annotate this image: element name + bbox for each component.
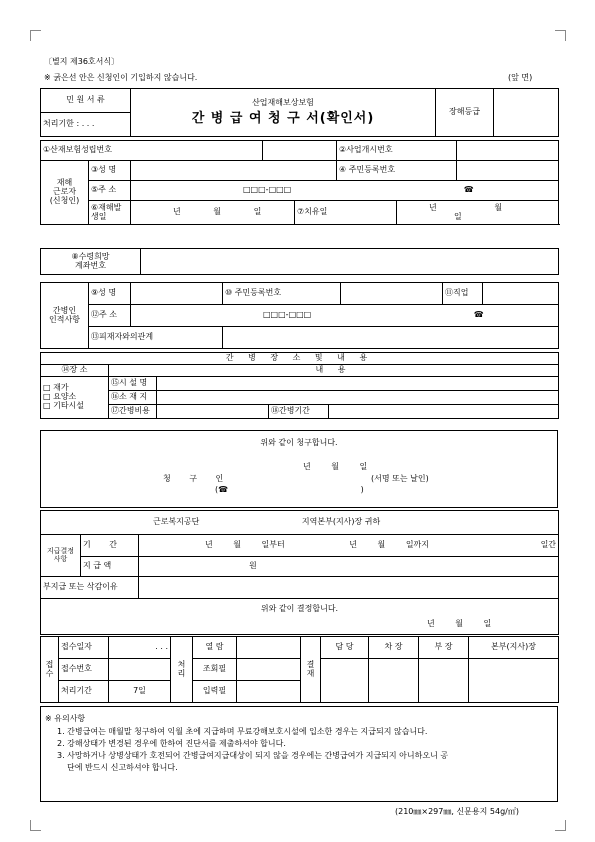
decision-period-field[interactable]: 년 월 일부터 년 월 일까지 일간 [139, 535, 559, 557]
notes-list [57, 726, 557, 774]
period-label: ⑱간병기간 [269, 405, 329, 419]
caregiver-group-label: 간병인 인적사항 [41, 283, 89, 349]
worker-rrn-label: ④ 주민등록번호 [337, 161, 457, 181]
processing-table [40, 636, 559, 703]
top-note: ※ 굵은선 안은 신청인이 기입하지 않습니다. [44, 73, 198, 82]
relation-label: ⑬피재자와의관계 [89, 327, 223, 349]
page-side: (앞 면) [508, 73, 533, 82]
worker-name-field[interactable] [131, 161, 337, 181]
agency: 산업재해보상보험 [252, 97, 314, 107]
caregiver-table [40, 282, 559, 349]
caregiver-postal: □□□-□□□ [263, 310, 312, 320]
decision-statement-cell [41, 599, 559, 635]
role-staff: 담 당 [321, 637, 369, 659]
input-label: 입력필 [193, 681, 237, 703]
note-item: 3. 사망하거나 상병상태가 호전되어 간병급여지급대상이 되지 않을 경우에는 간병급여가 지급되지 아니하오니 공 [57, 751, 449, 760]
note-item: 2. 강해상태가 변경된 경우에 한하여 진단서를 제출하셔야 합니다. [57, 739, 286, 748]
accident-date-field[interactable]: 년 월 일 [131, 201, 295, 225]
sign-staff[interactable] [321, 659, 369, 703]
header-table [40, 88, 559, 137]
site-no-label: ②사업개시번호 [337, 141, 457, 161]
caregiver-address-label: ⑫주 소 [89, 305, 131, 327]
location-label: ⑯소 재 지 [109, 391, 157, 405]
cure-date-field[interactable]: 년 월 일 [397, 201, 559, 225]
account-label: ⑧수령희망 계좌번호 [41, 249, 141, 275]
receipt-no-field[interactable] [109, 659, 171, 681]
office-row [41, 511, 559, 535]
claim-box [40, 430, 558, 508]
claim-statement: 위와 같이 청구합니다. [260, 438, 338, 447]
view-label: 열 람 [193, 637, 237, 659]
note-item: 단에 반드시 신고하셔야 합니다. [67, 763, 178, 772]
relation-field[interactable] [223, 327, 559, 349]
approve-label: 결 재 [301, 637, 321, 703]
decision-statement: 위와 같이 결정합니다. [260, 603, 339, 613]
form-title-cell [131, 89, 436, 137]
option-other[interactable]: □ 기타시설 [43, 400, 85, 410]
care-section-title: 간 병 장 소 및 내 용 [41, 353, 559, 365]
site-no-field[interactable] [457, 141, 559, 161]
account-table [40, 248, 559, 275]
worker-table [40, 140, 559, 225]
worker-address-field[interactable] [131, 181, 559, 201]
decision-amount-field[interactable]: 원 [139, 557, 559, 577]
care-table [40, 352, 559, 419]
notes-title: ※ 유의사항 [45, 714, 86, 723]
decision-period-label: 기 간 [81, 535, 139, 557]
process-label: 처 리 [171, 637, 193, 703]
accident-date-label: ⑥재해발생일 [89, 201, 131, 225]
phone-icon: ☎ [463, 185, 474, 195]
option-home[interactable]: □ 재가 [43, 383, 69, 393]
form-number: 〔별지 제36호서식〕 [44, 57, 120, 66]
caregiver-name-field[interactable] [131, 283, 223, 305]
crop-mark-bl [30, 820, 41, 831]
sign-manager[interactable] [419, 659, 469, 703]
page-title: 간 병 급 여 청 구 서(확인서) [191, 110, 375, 126]
check-label: 조회필 [193, 659, 237, 681]
caregiver-name-label: ⑨성 명 [89, 283, 131, 305]
account-field[interactable] [141, 249, 559, 275]
reject-reason-field[interactable] [139, 577, 559, 599]
caregiver-address-field[interactable] [131, 305, 559, 327]
receipt-no-label: 접수번호 [59, 659, 109, 681]
paper-spec: (210㎜×297㎜, 신문용지 54g/㎡) [395, 807, 519, 816]
office-branch: 지역본부(지사)장 귀하 [301, 517, 381, 527]
deadline-label: 처리기간 [59, 681, 109, 703]
caregiver-phone-icon: ☎ [473, 310, 484, 320]
worker-group-label: 재해 근로자 (신청인) [41, 161, 89, 225]
decision-table [40, 510, 559, 635]
input-field[interactable] [237, 681, 301, 703]
option-sanatorium[interactable]: □ 요양소 [43, 392, 77, 402]
decision-amount-label: 지 급 액 [81, 557, 139, 577]
role-deputy: 차 장 [369, 637, 419, 659]
disability-grade-field[interactable] [494, 89, 559, 137]
cost-field[interactable] [157, 405, 269, 419]
caregiver-rrn-field[interactable] [341, 283, 443, 305]
office-org: 근로복지공단 [153, 517, 200, 527]
facility-label: ⑮시 설 명 [109, 377, 157, 391]
claimant-phone[interactable]: (☎ ) [215, 485, 364, 494]
caregiver-job-label: ⑪직업 [443, 283, 483, 305]
worker-postal: □□□-□□□ [243, 185, 292, 195]
worker-rrn-field[interactable] [457, 161, 559, 181]
cure-date-label: ⑦치유일 [295, 201, 397, 225]
receipt-date-label: 접수일자 [59, 637, 109, 659]
sign-deputy[interactable] [369, 659, 419, 703]
check-field[interactable] [237, 659, 301, 681]
caregiver-rrn-label: ⑩ 주민등록번호 [223, 283, 341, 305]
crop-mark-tl [30, 30, 41, 41]
claim-date[interactable]: 년 월 일 [303, 462, 368, 471]
crop-mark-br [555, 820, 566, 831]
period-field[interactable] [329, 405, 559, 419]
receipt-date-field[interactable]: . . . [109, 637, 171, 659]
role-manager: 부 장 [419, 637, 469, 659]
deadline-cell: 처리기한 : . . . [41, 113, 131, 137]
reject-reason-label: 부지급 또는 삭감이유 [41, 577, 139, 599]
location-field[interactable] [157, 391, 559, 405]
care-place-header: ⑭장 소 [41, 365, 109, 377]
deadline-value: 7일 [109, 681, 171, 703]
crop-mark-tr [555, 30, 566, 41]
sign-note: (서명 또는 날인) [371, 474, 429, 483]
role-director: 본부(지사)장 [469, 637, 559, 659]
disability-grade-label: 장해등급 [436, 89, 494, 137]
care-content-header: 내 용 [109, 365, 559, 377]
claimant-label: 청 구 인 [163, 474, 232, 483]
worker-name-label: ③성 명 [89, 161, 131, 181]
decision-date[interactable]: 년 월 일 [427, 618, 492, 628]
notes-box [40, 706, 558, 802]
receipt-label: 접 수 [41, 637, 59, 703]
insurance-no-label: ①산재보험성립번호 [41, 141, 263, 161]
facility-field[interactable] [157, 377, 559, 391]
note-item: 1. 간병급여는 매월말 청구하여 익월 초에 지급하며 무료강해보호시설에 입소한 경우는 지급되지 않습니다. [57, 727, 428, 736]
care-place-options[interactable] [41, 377, 109, 419]
decision-group-label: 지급결정 사항 [41, 535, 81, 577]
caregiver-job-field[interactable] [483, 283, 559, 305]
cost-label: ⑰간병비용 [109, 405, 157, 419]
view-field[interactable] [237, 637, 301, 659]
insurance-no-field[interactable] [263, 141, 337, 161]
sign-director[interactable] [469, 659, 559, 703]
worker-address-label: ⑤주 소 [89, 181, 131, 201]
receipt-doc: 민 원 서 류 [41, 89, 131, 113]
